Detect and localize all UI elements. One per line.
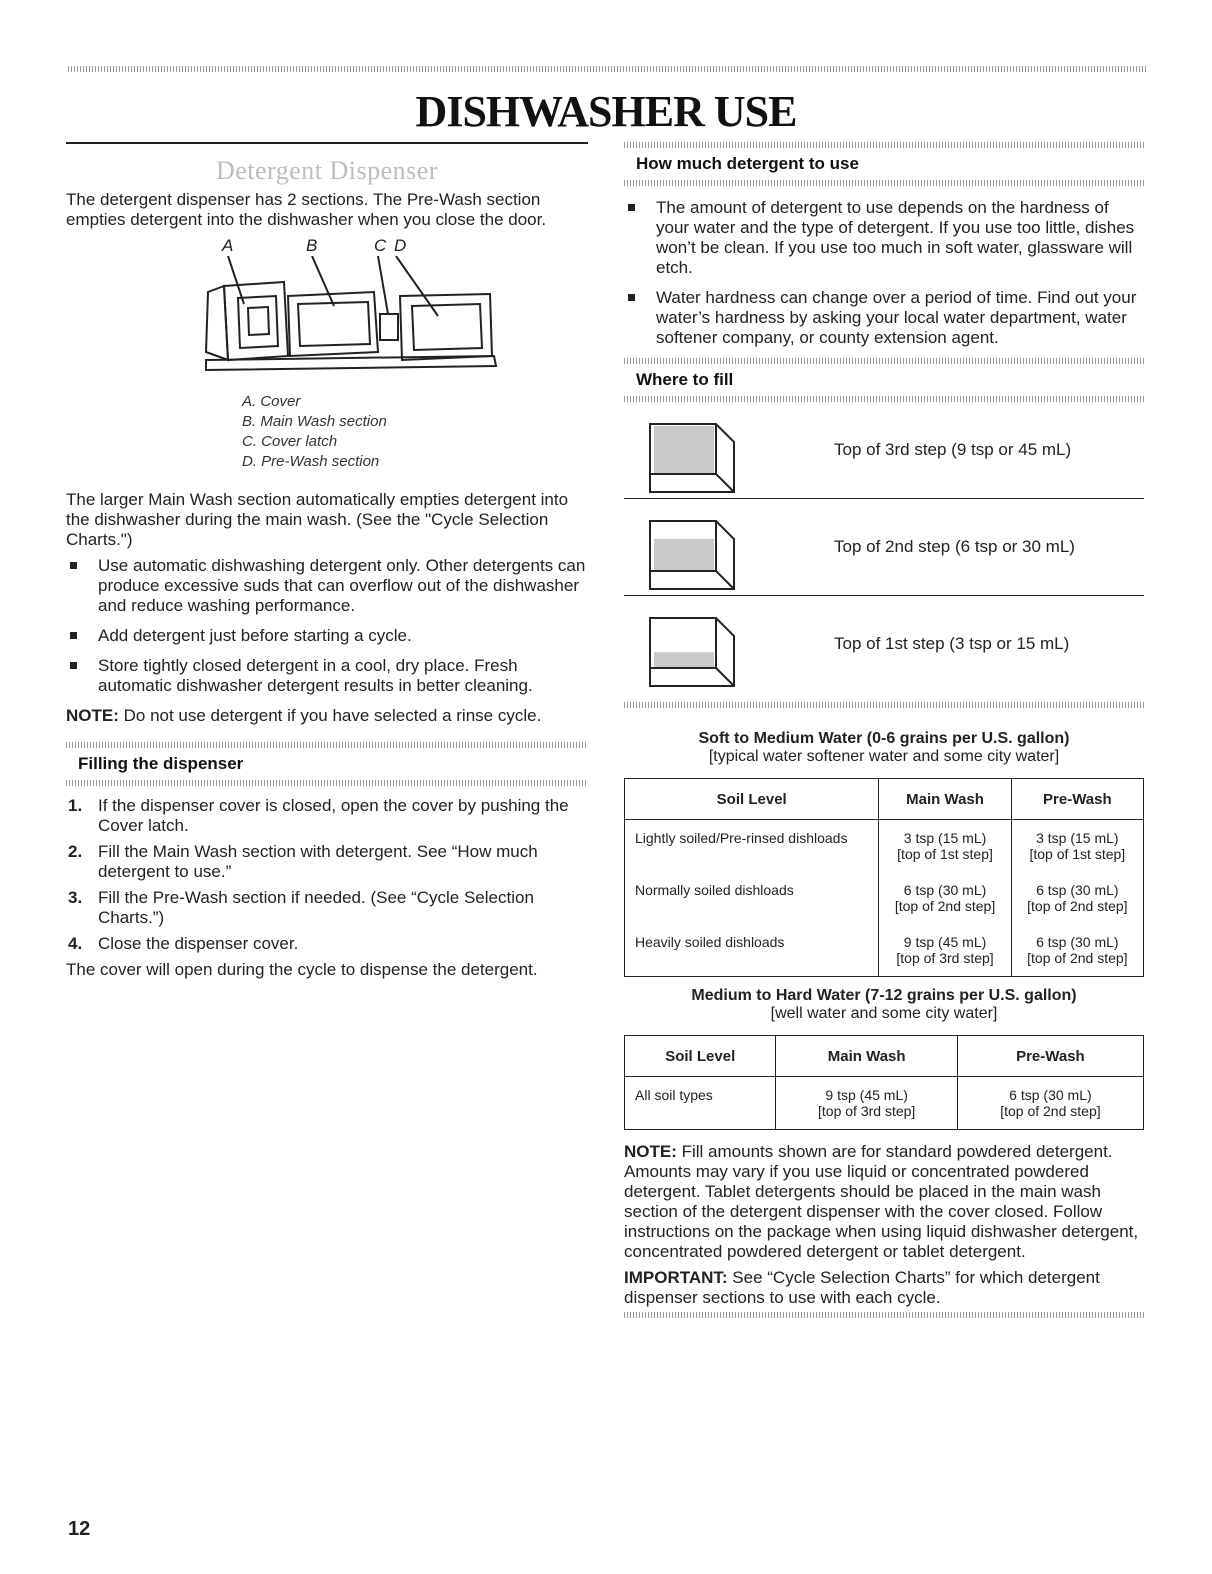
main-wash-text: The larger Main Wash section automatically empties detergent into the dishwasher during the main wash. (See the "Cycle Selection Charts.") [66, 490, 569, 549]
soil-level-cell: Heavily soiled dishloads [625, 924, 879, 977]
soft-water-table-subtitle: [typical water softener water and some city water] [708, 748, 1060, 765]
leader-line-b [312, 256, 334, 306]
step: [top of 2nd step] [1027, 950, 1128, 966]
table-row [625, 1077, 1144, 1130]
important-paragraph [624, 1268, 1144, 1308]
step-text: Fill the Pre-Wash section if needed. (See “Cycle Selection Charts.”) [98, 888, 534, 927]
note-label: NOTE: [624, 1142, 677, 1161]
cup-icon [648, 616, 738, 688]
top-dither-band [68, 66, 1146, 72]
section-dither [624, 702, 1144, 708]
note-text: Fill amounts shown are for standard powdered detergent. Amounts may vary if you use liquid or concentrated powdered detergent. Tablet detergents should be placed in the main wash section of the detergent dispenser with the cover closed. Follow instructions on the package when using liquid dishwasher detergent, concentrated powdered detergent or tablet detergent. [624, 1142, 1139, 1261]
step-item [66, 934, 588, 954]
amount: 6 tsp (30 mL) [903, 882, 987, 898]
main-wash-cell [879, 872, 1011, 924]
cup-icon [648, 422, 738, 494]
leader-line-d [396, 256, 438, 316]
bottom-dither [624, 1312, 1144, 1318]
bullet-item: Use automatic dishwashing detergent only. Other detergents can produce excessive suds that can overflow out of the dishwasher and reduce washing performance. [66, 556, 588, 616]
dispenser-cover-side [206, 286, 228, 360]
soft-water-table-title: Soft to Medium Water (0-6 grains per U.S. gallon) [698, 730, 1070, 747]
step: [top of 2nd step] [1027, 898, 1128, 914]
page-number: 12 [68, 1518, 91, 1540]
diagram-letter-d: D [394, 236, 407, 255]
cup-fill-level [654, 426, 714, 474]
hard-water-table [624, 1035, 1144, 1130]
pre-wash-cell [1011, 872, 1143, 924]
table-header-row [625, 779, 1144, 820]
bullet-item: Water hardness can change over a period of time. Find out your water’s hardness by asking your local water department, water softener company, or county extension agent. [624, 288, 1144, 348]
diagram-letter-c: C [374, 236, 387, 255]
step: [top of 1st step] [1029, 846, 1126, 862]
fill-note-paragraph [624, 1142, 1144, 1262]
important-text: See “Cycle Selection Charts” for which detergent dispenser sections to use with each cycle. [624, 1268, 1100, 1307]
section-rule [66, 142, 588, 144]
fill-level-label: Top of 3rd step (9 tsp or 45 mL) [834, 440, 1072, 459]
table-header-cell: Main Wash [879, 779, 1011, 820]
amount: 6 tsp (30 mL) [1009, 1087, 1092, 1103]
step: [top of 2nd step] [1000, 1103, 1101, 1119]
bullet-item: Store tightly closed detergent in a cool, dry place. Fresh automatic dishwasher detergent results in better cleaning. [66, 656, 588, 696]
amount: 6 tsp (30 mL) [1036, 882, 1119, 898]
closing-text: The cover will open during the cycle to dispense the detergent. [66, 960, 538, 979]
legend-item: D. Pre-Wash section [242, 453, 380, 470]
hard-water-table-subtitle: [well water and some city water] [770, 1005, 998, 1022]
step-text: Close the dispenser cover. [98, 934, 299, 953]
soil-level-cell: Lightly soiled/Pre-rinsed dishloads [625, 820, 879, 873]
step: [top of 2nd step] [894, 898, 996, 914]
cup-icon [648, 519, 738, 591]
dispenser-diagram [184, 236, 514, 386]
main-wash-cell [879, 924, 1011, 977]
table-row [625, 820, 1144, 873]
important-label: IMPORTANT: [624, 1268, 728, 1287]
diagram-legend [242, 392, 588, 472]
hard-water-table-title: Medium to Hard Water (7-12 grains per U.S. gallon) [691, 987, 1077, 1004]
amount: 9 tsp (45 mL) [903, 934, 987, 950]
section-title-detergent-dispenser: Detergent Dispenser [215, 156, 438, 185]
leader-line-a [228, 256, 244, 304]
pre-wash-cell [957, 1077, 1143, 1130]
legend-item: B. Main Wash section [242, 413, 387, 430]
step: [top of 3rd step] [818, 1103, 916, 1119]
cover-latch [380, 314, 398, 340]
dispenser-cover-seal [248, 307, 269, 335]
amount: 3 tsp (15 mL) [1036, 830, 1119, 846]
amount: 9 tsp (45 mL) [825, 1087, 908, 1103]
legend-item: A. Cover [242, 393, 301, 410]
dispenser-illustration [184, 256, 514, 386]
bullet-item: Add detergent just before starting a cycle. [66, 626, 588, 646]
step: [top of 1st step] [897, 846, 993, 862]
table-header-cell: Pre-Wash [957, 1036, 1143, 1077]
step-item [66, 842, 588, 882]
step-text: If the dispenser cover is closed, open the cover by pushing the Cover latch. [98, 796, 569, 835]
step-number: 4. [68, 934, 83, 953]
step-number: 3. [68, 888, 83, 907]
table-header-cell: Soil Level [625, 1036, 776, 1077]
table-header-row [625, 1036, 1144, 1077]
table-header-cell: Pre-Wash [1011, 779, 1143, 820]
pre-wash-cell [1011, 924, 1143, 977]
note-text: Do not use detergent if you have selected a rinse cycle. [118, 706, 542, 725]
fill-row-1st-step [624, 596, 1144, 692]
step-item [66, 796, 588, 836]
fill-row-2nd-step [624, 499, 1144, 596]
page-title: DISHWASHER USE [415, 87, 797, 136]
table-row [625, 924, 1144, 977]
soil-level-cell: All soil types [625, 1077, 776, 1130]
amount: 6 tsp (30 mL) [1036, 934, 1119, 950]
fill-row-3rd-step [624, 402, 1144, 499]
filling-steps [66, 796, 588, 954]
fill-level-label: Top of 1st step (3 tsp or 15 mL) [834, 634, 1070, 653]
diagram-letter-a: A [222, 236, 234, 255]
main-wash-cell [776, 1077, 957, 1130]
filling-heading: Filling the dispenser [78, 754, 244, 773]
subhead-dither-bottom [66, 780, 588, 786]
note-paragraph [66, 706, 588, 726]
diagram-letter-b: B [306, 236, 318, 255]
note-label: NOTE: [66, 706, 119, 725]
bullet-item: The amount of detergent to use depends on the hardness of your water and the type of detergent. If you use too little, dishes won’t be clean. If you use too much in soft water, glassware will etch. [624, 198, 1144, 278]
pre-wash-inner [412, 304, 482, 350]
soil-level-cell: Normally soiled dishloads [625, 872, 879, 924]
step-item [66, 888, 588, 928]
cup-fill-level [654, 539, 714, 571]
pre-wash-cell [1011, 820, 1143, 873]
where-heading: Where to fill [636, 370, 734, 389]
main-wash-cell [879, 820, 1011, 873]
subhead-dither-bottom [624, 180, 1144, 186]
dispenser-cover-outer [224, 282, 288, 360]
amount: 3 tsp (15 mL) [903, 830, 987, 846]
fill-levels [624, 402, 1144, 692]
left-column [66, 140, 588, 980]
how-much-heading: How much detergent to use [636, 154, 859, 173]
table-header-cell: Soil Level [625, 779, 879, 820]
step-text: Fill the Main Wash section with detergent. See “How much detergent to use.” [98, 842, 538, 881]
cup-fill-level [654, 652, 714, 668]
step-number: 2. [68, 842, 83, 861]
table-header-cell: Main Wash [776, 1036, 957, 1077]
how-much-bullets [624, 198, 1144, 348]
right-column [624, 140, 1144, 1318]
soft-water-table [624, 778, 1144, 977]
main-wash-inner [298, 302, 370, 346]
fill-level-label: Top of 2nd step (6 tsp or 30 mL) [834, 537, 1075, 556]
step: [top of 3rd step] [896, 950, 994, 966]
step-number: 1. [68, 796, 83, 815]
table-row [625, 872, 1144, 924]
legend-item: C. Cover latch [242, 433, 338, 450]
detergent-bullets [66, 556, 588, 696]
intro-text: The detergent dispenser has 2 sections. The Pre-Wash section empties detergent into the dishwasher when you close the door. [66, 190, 547, 229]
leader-line-c [378, 256, 388, 314]
